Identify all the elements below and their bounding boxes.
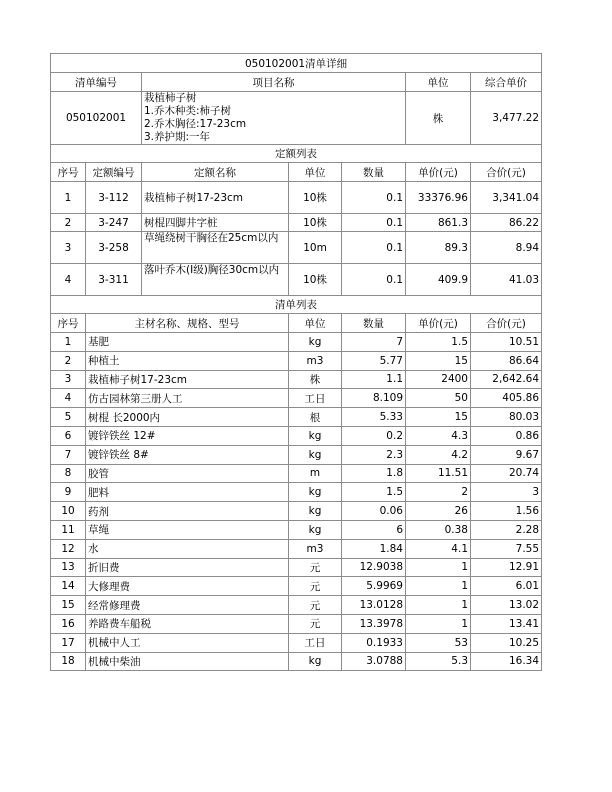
- material-price: 26: [406, 502, 471, 521]
- quota-header-price: 单价(元): [406, 163, 471, 182]
- material-unit: kg: [289, 483, 342, 502]
- summary-name: [142, 92, 406, 145]
- material-price: 1: [406, 558, 471, 577]
- material-qty: 2.3: [342, 445, 406, 464]
- material-qty: 3.0788: [342, 652, 406, 671]
- material-header-total: 合价(元): [471, 314, 542, 333]
- table-title: 050102001清单详细: [51, 54, 542, 73]
- summary-row: [51, 92, 542, 145]
- quota-qty: 0.1: [342, 182, 406, 214]
- quota-code: 3-247: [86, 214, 142, 232]
- quota-price: 89.3: [406, 232, 471, 264]
- material-no: 14: [51, 577, 86, 596]
- quota-no: 1: [51, 182, 86, 214]
- quota-code: 3-258: [86, 232, 142, 264]
- material-row: [51, 445, 542, 464]
- material-row: [51, 502, 542, 521]
- material-no: 17: [51, 633, 86, 652]
- material-unit: m3: [289, 351, 342, 370]
- material-name: 胶管: [86, 464, 289, 483]
- quota-header-total: 合价(元): [471, 163, 542, 182]
- quota-unit: 10株: [289, 214, 342, 232]
- material-header-qty: 数量: [342, 314, 406, 333]
- material-qty: 5.33: [342, 408, 406, 427]
- quota-qty: 0.1: [342, 214, 406, 232]
- material-name: 镀锌铁丝 12#: [86, 426, 289, 445]
- summary-header-name: 项目名称: [142, 73, 406, 92]
- material-qty: 1.84: [342, 539, 406, 558]
- material-name: 种植土: [86, 351, 289, 370]
- material-price: 1: [406, 577, 471, 596]
- material-name: 机械中柴油: [86, 652, 289, 671]
- quota-section-title: 定额列表: [51, 145, 542, 163]
- quota-name: 栽植柿子树17-23cm: [142, 182, 289, 214]
- quota-unit: 10株: [289, 264, 342, 296]
- material-total: 10.25: [471, 633, 542, 652]
- material-total: 405.86: [471, 389, 542, 408]
- quota-header-no: 序号: [51, 163, 86, 182]
- material-price: 50: [406, 389, 471, 408]
- material-total: 1.56: [471, 502, 542, 521]
- material-row: [51, 539, 542, 558]
- material-row: [51, 408, 542, 427]
- quota-header-name: 定额名称: [142, 163, 289, 182]
- material-total: 13.41: [471, 614, 542, 633]
- material-name: 栽植柿子树17-23cm: [86, 370, 289, 389]
- material-no: 5: [51, 408, 86, 427]
- quota-section-row: [51, 145, 542, 163]
- quota-total: 86.22: [471, 214, 542, 232]
- material-no: 11: [51, 520, 86, 539]
- quota-price: 409.9: [406, 264, 471, 296]
- material-qty: 7: [342, 333, 406, 352]
- material-unit: kg: [289, 426, 342, 445]
- material-no: 6: [51, 426, 86, 445]
- material-qty: 8.109: [342, 389, 406, 408]
- summary-name-line: 3.养护期:一年: [144, 131, 211, 143]
- quota-header-code: 定额编号: [86, 163, 142, 182]
- material-no: 3: [51, 370, 86, 389]
- quota-header-qty: 数量: [342, 163, 406, 182]
- material-name: 机械中人工: [86, 633, 289, 652]
- material-qty: 6: [342, 520, 406, 539]
- material-price: 2: [406, 483, 471, 502]
- quota-price: 861.3: [406, 214, 471, 232]
- quota-total: 8.94: [471, 232, 542, 264]
- material-row: [51, 370, 542, 389]
- material-row: [51, 558, 542, 577]
- material-row: [51, 389, 542, 408]
- material-row: [51, 483, 542, 502]
- material-no: 1: [51, 333, 86, 352]
- material-total: 2.28: [471, 520, 542, 539]
- quota-name: 草绳绕树干胸径在25cm以内: [142, 232, 289, 264]
- material-name: 基肥: [86, 333, 289, 352]
- summary-header-unit: 单位: [406, 73, 471, 92]
- material-header-price: 单价(元): [406, 314, 471, 333]
- material-qty: 1.5: [342, 483, 406, 502]
- material-no: 8: [51, 464, 86, 483]
- material-price: 4.1: [406, 539, 471, 558]
- quota-row: [51, 232, 542, 264]
- summary-name-line: 栽植柿子树: [144, 92, 197, 104]
- summary-unit: 株: [406, 92, 471, 145]
- summary-header-price: 综合单价: [471, 73, 542, 92]
- material-name: 草绳: [86, 520, 289, 539]
- material-unit: 元: [289, 558, 342, 577]
- material-price: 1: [406, 614, 471, 633]
- quota-no: 2: [51, 214, 86, 232]
- material-row: [51, 577, 542, 596]
- quota-name: 树棍四脚井字桩: [142, 214, 289, 232]
- material-total: 6.01: [471, 577, 542, 596]
- material-name: 肥料: [86, 483, 289, 502]
- material-price: 5.3: [406, 652, 471, 671]
- material-total: 86.64: [471, 351, 542, 370]
- material-unit: m3: [289, 539, 342, 558]
- quota-unit: 10m: [289, 232, 342, 264]
- quota-row: [51, 182, 542, 214]
- material-price: 53: [406, 633, 471, 652]
- material-total: 0.86: [471, 426, 542, 445]
- quota-name: 落叶乔木(Ⅰ级)胸径30cm以内: [142, 264, 289, 296]
- quota-no: 3: [51, 232, 86, 264]
- material-name: 树棍 长2000内: [86, 408, 289, 427]
- summary-name-line: 1.乔木种类:柿子树: [144, 105, 232, 117]
- material-unit: kg: [289, 520, 342, 539]
- quota-row: [51, 214, 542, 232]
- material-price: 0.38: [406, 520, 471, 539]
- material-no: 12: [51, 539, 86, 558]
- summary-header-row: [51, 73, 542, 92]
- material-price: 4.3: [406, 426, 471, 445]
- material-header-row: [51, 314, 542, 333]
- material-row: [51, 426, 542, 445]
- material-name: 养路费车船税: [86, 614, 289, 633]
- material-no: 10: [51, 502, 86, 521]
- material-header-unit: 单位: [289, 314, 342, 333]
- quota-total: 3,341.04: [471, 182, 542, 214]
- material-unit: 元: [289, 614, 342, 633]
- summary-header-code: 清单编号: [51, 73, 142, 92]
- material-name: 药剂: [86, 502, 289, 521]
- quota-header-unit: 单位: [289, 163, 342, 182]
- material-unit: 根: [289, 408, 342, 427]
- material-price: 1: [406, 596, 471, 615]
- material-row: [51, 333, 542, 352]
- material-qty: 12.9038: [342, 558, 406, 577]
- material-unit: m: [289, 464, 342, 483]
- material-section-row: [51, 296, 542, 314]
- material-qty: 1.8: [342, 464, 406, 483]
- material-price: 1.5: [406, 333, 471, 352]
- material-name: 折旧费: [86, 558, 289, 577]
- material-unit: 工日: [289, 389, 342, 408]
- material-total: 7.55: [471, 539, 542, 558]
- material-name: 镀锌铁丝 8#: [86, 445, 289, 464]
- summary-name-line: 2.乔木胸径:17-23cm: [144, 118, 247, 130]
- material-row: [51, 633, 542, 652]
- material-no: 18: [51, 652, 86, 671]
- material-unit: kg: [289, 652, 342, 671]
- material-row: [51, 351, 542, 370]
- material-total: 3: [471, 483, 542, 502]
- material-qty: 0.2: [342, 426, 406, 445]
- material-section-title: 清单列表: [51, 296, 542, 314]
- material-qty: 5.77: [342, 351, 406, 370]
- material-unit: kg: [289, 333, 342, 352]
- quota-no: 4: [51, 264, 86, 296]
- quota-qty: 0.1: [342, 232, 406, 264]
- material-total: 16.34: [471, 652, 542, 671]
- material-qty: 13.3978: [342, 614, 406, 633]
- summary-price: 3,477.22: [471, 92, 542, 145]
- material-unit: 元: [289, 596, 342, 615]
- material-unit: kg: [289, 445, 342, 464]
- quota-price: 33376.96: [406, 182, 471, 214]
- quota-row: [51, 264, 542, 296]
- material-no: 15: [51, 596, 86, 615]
- title-row: [51, 54, 542, 73]
- material-row: [51, 614, 542, 633]
- quota-header-row: [51, 163, 542, 182]
- material-no: 7: [51, 445, 86, 464]
- quota-qty: 0.1: [342, 264, 406, 296]
- material-total: 2,642.64: [471, 370, 542, 389]
- quota-code: 3-311: [86, 264, 142, 296]
- material-row: [51, 464, 542, 483]
- material-unit: 株: [289, 370, 342, 389]
- quota-total: 41.03: [471, 264, 542, 296]
- material-no: 13: [51, 558, 86, 577]
- material-name: 仿古园林第三册人工: [86, 389, 289, 408]
- material-price: 4.2: [406, 445, 471, 464]
- material-total: 13.02: [471, 596, 542, 615]
- material-qty: 5.9969: [342, 577, 406, 596]
- material-qty: 13.0128: [342, 596, 406, 615]
- material-price: 15: [406, 408, 471, 427]
- material-price: 15: [406, 351, 471, 370]
- material-header-no: 序号: [51, 314, 86, 333]
- material-total: 12.91: [471, 558, 542, 577]
- material-qty: 1.1: [342, 370, 406, 389]
- material-no: 4: [51, 389, 86, 408]
- material-row: [51, 596, 542, 615]
- material-price: 11.51: [406, 464, 471, 483]
- material-row: [51, 520, 542, 539]
- material-unit: kg: [289, 502, 342, 521]
- material-total: 9.67: [471, 445, 542, 464]
- material-name: 水: [86, 539, 289, 558]
- material-qty: 0.1933: [342, 633, 406, 652]
- material-name: 大修理费: [86, 577, 289, 596]
- material-unit: 工日: [289, 633, 342, 652]
- material-header-name: 主材名称、规格、型号: [86, 314, 289, 333]
- material-no: 16: [51, 614, 86, 633]
- material-total: 80.03: [471, 408, 542, 427]
- material-no: 9: [51, 483, 86, 502]
- quota-code: 3-112: [86, 182, 142, 214]
- material-no: 2: [51, 351, 86, 370]
- material-qty: 0.06: [342, 502, 406, 521]
- bill-detail-table: [50, 53, 542, 671]
- material-row: [51, 652, 542, 671]
- material-total: 10.51: [471, 333, 542, 352]
- material-total: 20.74: [471, 464, 542, 483]
- material-price: 2400: [406, 370, 471, 389]
- material-name: 经常修理费: [86, 596, 289, 615]
- material-unit: 元: [289, 577, 342, 596]
- quota-unit: 10株: [289, 182, 342, 214]
- summary-code: 050102001: [51, 92, 142, 145]
